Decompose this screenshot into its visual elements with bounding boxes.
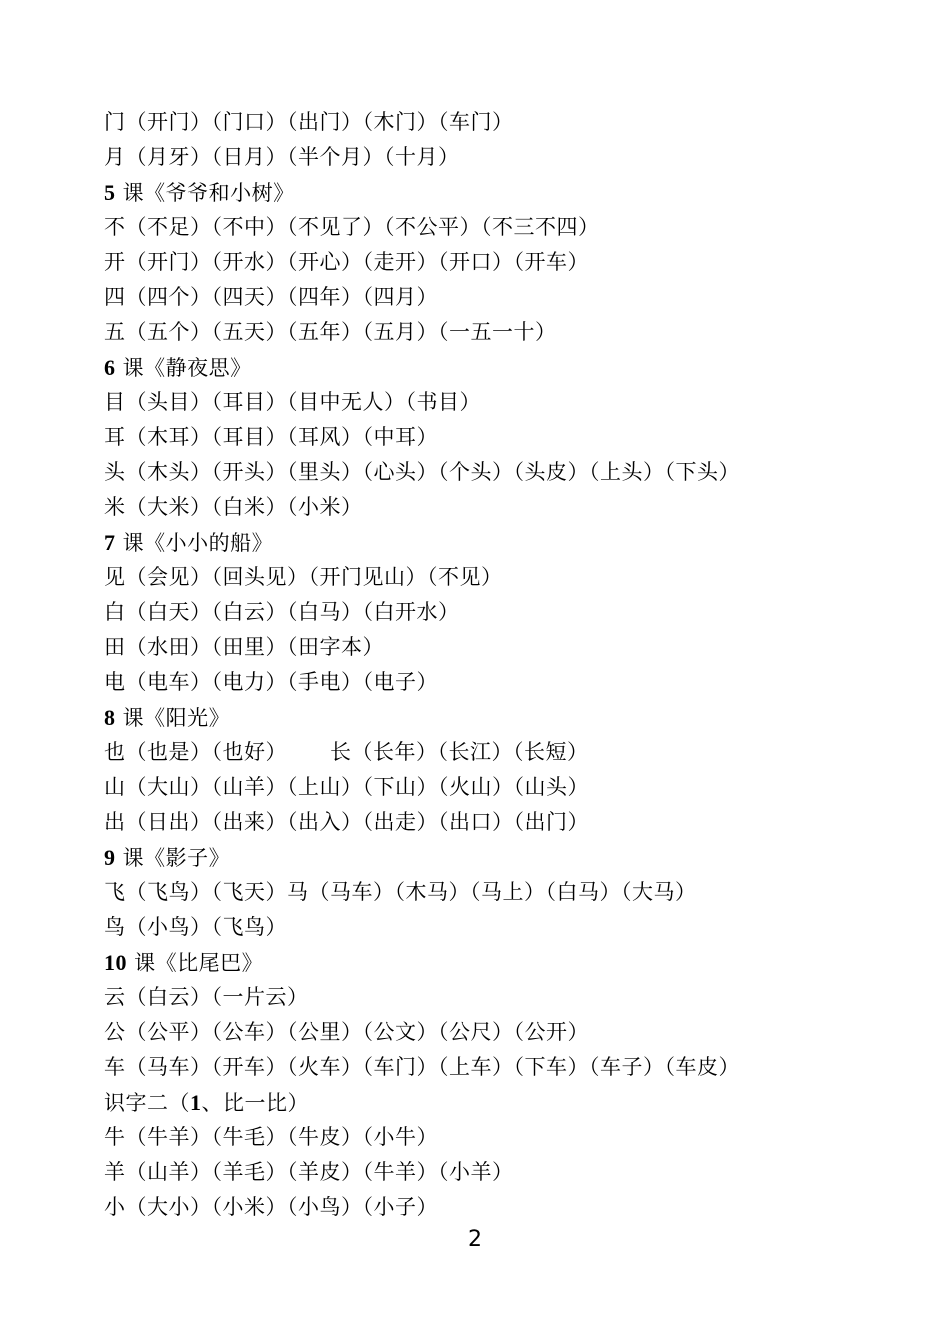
vocabulary-entry: 公（公平）（公车）（公里）（公文）（公尺）（公开） xyxy=(104,1020,589,1044)
vocabulary-entry: 五（五个）（五天）（五年）（五月）（一五一十） xyxy=(104,320,557,344)
vocabulary-entry: 门（开门）（门口）（出门）（木门）（车门） xyxy=(104,110,514,134)
vocabulary-entry: 电（电车）（电力）（手电）（电子） xyxy=(104,670,438,694)
vocabulary-entry: 山（大山）（山羊）（上山）（下山）（火山）（山头） xyxy=(104,775,589,799)
lesson-title: 课《小小的船》 xyxy=(115,531,274,555)
vocabulary-entry: 云（白云）（一片云） xyxy=(104,985,309,1009)
vocabulary-entry: 不（不足）（不中）（不见了）（不公平）（不三不四） xyxy=(104,215,600,239)
lesson-number: 7 xyxy=(104,530,116,555)
vocabulary-entry: 田（水田）（田里）（田字本） xyxy=(104,635,384,659)
lesson-number: 8 xyxy=(104,705,116,730)
lesson-heading xyxy=(104,700,864,735)
lesson-number: 10 xyxy=(104,950,127,975)
vocabulary-entry: 头（木头）（开头）（里头）（心头）（个头）（头皮）（上头）（下头） xyxy=(104,460,740,484)
vocabulary-entry: 牛（牛羊）（牛毛）（牛皮）（小牛） xyxy=(104,1125,438,1149)
lesson-title: 课《影子》 xyxy=(115,846,231,870)
vocabulary-entry: 见（会见）（回头见）（开门见山）（不见） xyxy=(104,565,503,589)
lesson-heading xyxy=(104,945,864,980)
vocabulary-entry: 车（马车）（开车）（火车）（车门）（上车）（下车）（车子）（车皮） xyxy=(104,1055,740,1079)
vocabulary-entry: 四（四个）（四天）（四年）（四月） xyxy=(104,285,438,309)
page-number: 2 xyxy=(468,1227,482,1252)
lesson-title: 课《阳光》 xyxy=(115,706,231,730)
lesson-title: 课《爷爷和小树》 xyxy=(115,181,295,205)
lesson-title: 、比一比） xyxy=(201,1091,309,1115)
lesson-number: 6 xyxy=(104,355,116,380)
vocabulary-entry: 也（也是）（也好） 长（长年）（长江）（长短） xyxy=(104,740,589,764)
lesson-number: 9 xyxy=(104,845,116,870)
vocabulary-entry: 羊（山羊）（羊毛）（羊皮）（牛羊）（小羊） xyxy=(104,1160,514,1184)
vocabulary-entry: 飞（飞鸟）（飞天）马（马车）（木马）（马上）（白马）（大马） xyxy=(104,880,697,904)
lesson-heading xyxy=(104,350,864,385)
lesson-heading xyxy=(104,175,864,210)
vocabulary-entry: 米（大米）（白米）（小米） xyxy=(104,495,363,519)
vocabulary-entry: 耳（木耳）（耳目）（耳风）（中耳） xyxy=(104,425,438,449)
lesson-number: 1 xyxy=(190,1090,202,1115)
lesson-heading xyxy=(104,1085,864,1120)
lesson-heading xyxy=(104,525,864,560)
vocabulary-entry: 开（开门）（开水）（开心）（走开）（开口）（开车） xyxy=(104,250,589,274)
vocabulary-entry: 鸟（小鸟）（飞鸟） xyxy=(104,915,287,939)
heading-prefix: 识字二（ xyxy=(104,1091,190,1115)
vocabulary-list xyxy=(104,105,864,1225)
vocabulary-entry: 白（白天）（白云）（白马）（白开水） xyxy=(104,600,460,624)
vocabulary-entry: 小（大小）（小米）（小鸟）（小子） xyxy=(104,1195,438,1219)
lesson-title: 课《比尾巴》 xyxy=(127,951,264,975)
vocabulary-entry: 目（头目）（耳目）（目中无人）（书目） xyxy=(104,390,481,414)
lesson-number: 5 xyxy=(104,180,116,205)
lesson-title: 课《静夜思》 xyxy=(115,356,252,380)
vocabulary-entry: 月（月牙）（日月）（半个月）（十月） xyxy=(104,145,460,169)
lesson-heading xyxy=(104,840,864,875)
vocabulary-entry: 出（日出）（出来）（出入）（出走）（出口）（出门） xyxy=(104,810,589,834)
